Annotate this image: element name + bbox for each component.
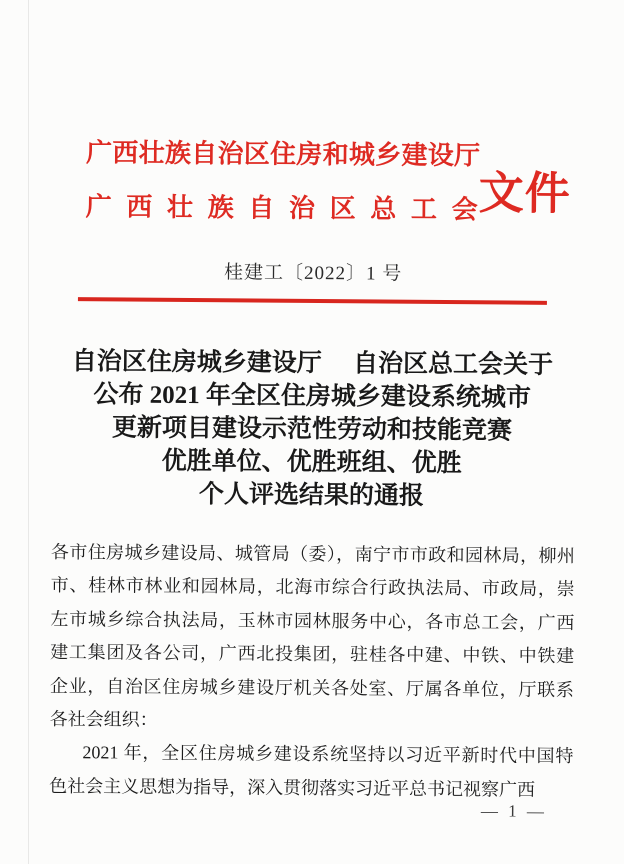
title-line-3: 更新项目建设示范性劳动和技能竞赛 (111, 414, 513, 445)
red-divider-line (78, 297, 547, 305)
document-title (0, 345, 624, 515)
title-line-2: 公布 2021 年全区住房城乡建设系统城市 (93, 381, 532, 412)
body-line-8: 色社会主义思想为指导，深入贯彻落实习近平总书记视察广西 (49, 775, 536, 800)
body-line-3: 左市城乡综合执法局，玉林市园林服务中心，各市总工会，广西 (50, 608, 575, 633)
body-line-6: 各社会组织： (49, 708, 158, 730)
letterhead-doc-type-label: 文件 (478, 168, 571, 220)
letterhead-org-line1: 广西壮族自治区住房和城乡建设厅 (85, 138, 481, 171)
title-line-5: 个人评选结果的通报 (198, 481, 425, 510)
body-line-5: 企业，自治区住房城乡建设厅机关各处室、厅属各单位，厅联系 (49, 675, 574, 700)
document-body (49, 536, 575, 807)
document-number: 桂建工〔2022〕1 号 (223, 262, 403, 285)
body-line-4: 建工集团及各公司，广西北投集团，驻桂各中建、中铁、中铁建 (50, 642, 575, 667)
body-line-1: 各市住房城乡建设局、城管局（委），南宁市市政和园林局，柳州 (50, 541, 576, 567)
body-line-2: 市、桂林市林业和园林局，北海市综合行政执法局、市政局，崇 (50, 575, 575, 600)
title-line-4: 优胜单位、优胜班组、优胜 (161, 447, 462, 478)
page-number: — 1 — (480, 801, 548, 821)
letterhead-org-line2: 广西壮族自治区总工会 (85, 192, 478, 225)
body-line-7: 2021 年，全区住房城乡建设系统坚持以习近平新时代中国特 (82, 742, 574, 767)
title-line-1: 自治区住房城乡建设厅 自治区总工会关于 (71, 348, 554, 379)
